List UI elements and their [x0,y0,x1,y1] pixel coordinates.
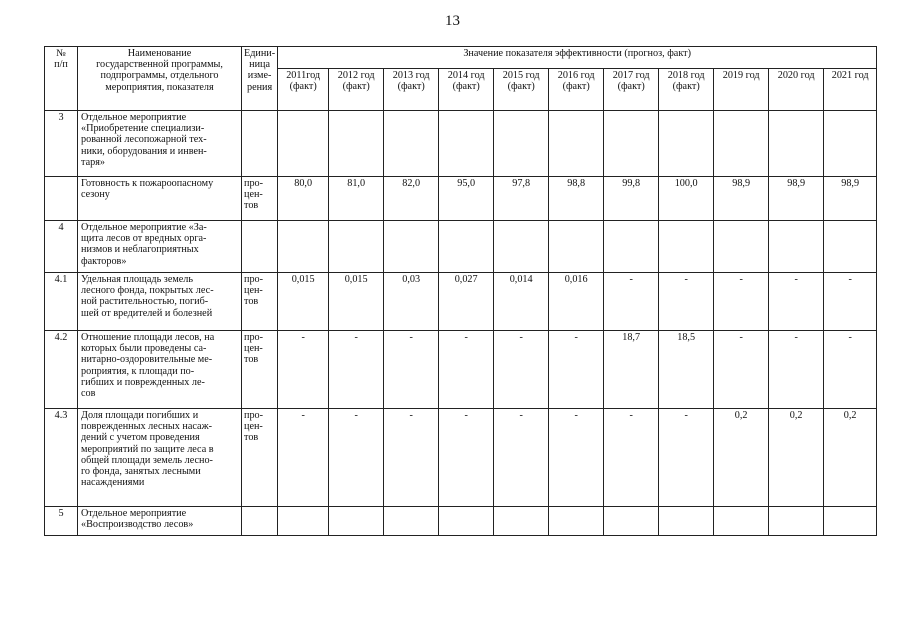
value-cell: 0,2 [824,409,877,507]
value-cell: 95,0 [439,177,494,221]
header-year [439,69,494,111]
header-year-line: (факт) [342,81,370,93]
value-cell: - [329,331,384,409]
value-cell: - [824,273,877,331]
value-cell: 0,027 [439,273,494,331]
row-unit-line: цен- [244,421,263,433]
header-year-line: (факт) [672,81,700,93]
row-name-line: сов [81,388,96,400]
value-cell: - [824,331,877,409]
value-cell [824,507,877,536]
value-cell: 0,015 [278,273,329,331]
header-year [714,69,769,111]
value-cell [439,221,494,273]
value-cell [714,507,769,536]
row-number: 4.1 [45,273,78,331]
header-year-line: 2013 год [392,70,430,81]
row-name-line: лесного фонда, покрытых лес- [81,285,214,297]
value-cell: - [659,273,714,331]
header-year-line: 2019 год [722,70,760,81]
header-year-line: 2012 год [337,70,375,81]
row-unit [242,409,278,507]
row-number: 5 [45,507,78,536]
row-name-line: го фонда, занятых лесными [81,466,201,478]
value-cell: 0,2 [769,409,824,507]
row-name-line: сезону [81,189,110,201]
value-cell [549,111,604,177]
row-unit-line: тов [244,432,259,444]
value-cell [494,221,549,273]
header-year-line: 2017 год [612,70,650,81]
value-cell [659,507,714,536]
header-year-line: 2020 год [777,70,815,81]
value-cell: - [278,331,329,409]
row-name-line: «Приобретение специализи- [81,123,205,135]
value-cell [769,507,824,536]
header-year [329,69,384,111]
value-cell: 98,9 [714,177,769,221]
row-number: 3 [45,111,78,177]
value-cell [384,221,439,273]
value-cell [439,507,494,536]
header-year-line: (факт) [617,81,645,93]
header-year [384,69,439,111]
row-name [78,177,242,221]
value-cell: - [659,409,714,507]
value-cell: - [494,409,549,507]
value-cell: 0,2 [714,409,769,507]
value-cell [549,507,604,536]
header-year-line: 2011год [286,70,321,81]
value-cell [714,221,769,273]
value-cell: 0,03 [384,273,439,331]
value-cell: 18,7 [604,331,659,409]
row-name-line: Готовность к пожароопасному [81,178,214,189]
row-unit [242,331,278,409]
header-year-line: (факт) [507,81,535,93]
header-year [278,69,329,111]
value-cell: 0,015 [329,273,384,331]
row-name-line: которых были проведены са- [81,343,207,355]
header-num-line: п/п [54,59,68,71]
header-name [78,47,242,111]
header-year-line: (факт) [562,81,590,93]
indicator-table [44,46,877,536]
header-year [494,69,549,111]
row-name-line: Отношение площади лесов, на [81,332,215,343]
row-name-line: Отдельное мероприятие [81,508,187,519]
row-name-line: общей площади земель лесно- [81,454,213,466]
header-unit [242,47,278,111]
header-year [659,69,714,111]
value-cell: 82,0 [384,177,439,221]
value-cell [659,221,714,273]
row-unit-line: цен- [244,343,263,355]
row-unit-line: про- [244,332,264,343]
value-cell [384,507,439,536]
value-cell: 0,014 [494,273,549,331]
row-unit-line: про- [244,274,264,285]
row-name-line: щита лесов от вредных орга- [81,233,207,245]
row-name [78,507,242,536]
row-name-line: мероприятий по защите леса в [81,443,214,455]
row-unit [242,177,278,221]
value-cell: - [769,331,824,409]
header-year-line: 2016 год [557,70,595,81]
row-name-line: нитарно-оздоровительные ме- [81,354,213,366]
row-name-line: поврежденных лесных насаж- [81,421,212,433]
value-cell: - [494,331,549,409]
row-unit [242,273,278,331]
value-cell: - [439,409,494,507]
header-year-line: (факт) [289,81,317,93]
header-unit-line: Едини- [244,48,276,59]
value-cell: - [714,273,769,331]
value-cell [769,111,824,177]
row-name-line: насаждениями [81,477,145,489]
row-name-line: Отдельное мероприятие «За- [81,222,207,233]
value-cell: 0,016 [549,273,604,331]
value-cell: 80,0 [278,177,329,221]
value-cell: 18,5 [659,331,714,409]
row-name [78,409,242,507]
row-name-line: низмов и неблагоприятных [81,244,199,256]
header-year [824,69,877,111]
header-name-line: мероприятия, показателя [105,81,214,93]
row-unit-line: тов [244,296,259,308]
row-name-line: гибших и поврежденных ле- [81,376,205,388]
value-cell: 100,0 [659,177,714,221]
table-row [45,331,877,409]
value-cell [329,111,384,177]
value-cell: - [549,409,604,507]
value-cell: - [714,331,769,409]
value-cell: - [604,409,659,507]
row-number [45,177,78,221]
table-row [45,111,877,177]
row-name [78,273,242,331]
header-unit-line: изме- [247,70,272,82]
row-name-line: дений с учетом проведения [81,432,200,444]
row-name [78,221,242,273]
header-year-line: 2014 год [447,70,485,81]
header-year-line: 2021 год [831,70,869,81]
header-year-line: (факт) [397,81,425,93]
row-name-line: «Воспроизводство лесов» [81,519,194,531]
value-cell: 81,0 [329,177,384,221]
row-unit-line: про- [244,410,264,421]
value-cell [278,507,329,536]
header-year [769,69,824,111]
row-unit [242,221,278,273]
table-row [45,221,877,273]
value-cell [278,221,329,273]
row-unit-line: про- [244,178,264,189]
row-name-line: Удельная площадь земель [81,274,194,285]
value-cell [494,111,549,177]
page-number: 13 [445,13,460,29]
header-name-line: подпрограммы, отдельного [100,70,219,82]
table-row [45,507,877,536]
table-row [45,409,877,507]
value-cell [604,221,659,273]
header-name-line: Наименование [127,48,192,59]
row-name-line: рованной лесопожарной тех- [81,134,207,146]
header-unit-line: рения [246,81,273,93]
row-unit [242,507,278,536]
value-cell: 98,9 [769,177,824,221]
value-cell: 97,8 [494,177,549,221]
row-name-line: факторов» [81,255,127,267]
header-year-line: 2015 год [502,70,540,81]
value-cell [278,111,329,177]
row-name-line: ной растительностью, погиб- [81,296,209,308]
row-unit [242,111,278,177]
row-unit-line: тов [244,200,259,212]
value-cell: 98,9 [824,177,877,221]
header-year [549,69,604,111]
header-year [604,69,659,111]
value-cell: - [384,331,439,409]
value-cell [604,507,659,536]
header-num-line: № [56,48,66,59]
header-group: Значение показателя эффективности (прогноз, факт) [278,47,877,69]
row-number: 4.3 [45,409,78,507]
header-year-line: 2018 год [667,70,705,81]
value-cell: - [604,273,659,331]
value-cell: - [549,331,604,409]
value-cell: 99,8 [604,177,659,221]
value-cell [824,221,877,273]
value-cell [439,111,494,177]
value-cell: - [384,409,439,507]
row-name-line: Отдельное мероприятие [81,112,187,123]
value-cell [659,111,714,177]
header-year-line: (факт) [452,81,480,93]
value-cell: - [439,331,494,409]
value-cell [769,221,824,273]
value-cell [494,507,549,536]
row-number: 4.2 [45,331,78,409]
row-unit-line: цен- [244,285,263,297]
value-cell [384,111,439,177]
row-name-line: ники, оборудования и инвен- [81,145,207,157]
value-cell [329,221,384,273]
value-cell [714,111,769,177]
table-row [45,177,877,221]
row-unit-line: цен- [244,189,263,201]
header-num [45,47,78,111]
value-cell [604,111,659,177]
table-row [45,273,877,331]
value-cell [329,507,384,536]
value-cell: - [278,409,329,507]
row-name-line: шей от вредителей и болезней [81,307,213,319]
row-name-line: роприятия, к площади по- [81,365,195,377]
row-name [78,111,242,177]
row-name-line: таря» [81,156,105,168]
value-cell [824,111,877,177]
row-name [78,331,242,409]
header-name-line: государственной программы, [96,59,223,71]
row-name-line: Доля площади погибших и [81,410,199,421]
header-row [45,47,877,69]
row-unit-line: тов [244,354,259,366]
row-number: 4 [45,221,78,273]
header-unit-line: ница [249,59,271,71]
value-cell: 98,8 [549,177,604,221]
value-cell: - [769,273,824,331]
value-cell: - [329,409,384,507]
value-cell [549,221,604,273]
